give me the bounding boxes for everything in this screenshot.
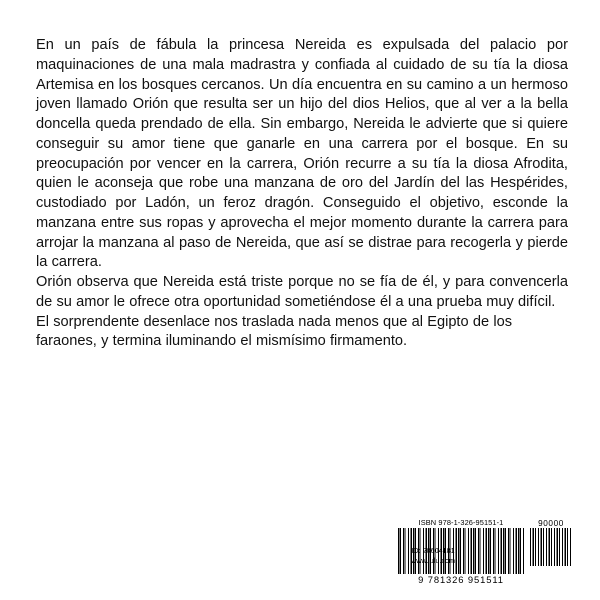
- blurb-paragraph-1: En un país de fábula la princesa Nereida es expulsada del palacio por maquinaciones de una mala madrastra y confiada al cuidado de su tía la diosa Artemisa en los bosques cercanos. Un día encuentra en su camino a un hermoso joven llamado Orión que resulta ser un hijo del dios Helios, que al ver a la bella doncella queda prendado de ella. Sin embargo, Nereida le advierte que si quiere conseguir su amor tiene que ganarle en una carrera por el bosque. En su preocupación por vencer en la carrera, Orión recurre a su tía la diosa Afrodita, quien le aconseja que robe una manzana de oro del Jardín del las Hespérides, custodiado por Ladón, un feroz dragón. Conseguido el objetivo, esconde la manzana entre sus ropas y aprovecha el mejor momento durante la carrera para arrojar la manzana al paso de Nereida, que así se distrae para recogerla y pierde la carrera.: [36, 37, 568, 271]
- ean5-addon-barcode-icon: [530, 528, 572, 566]
- blurb-paragraph-3: El sorprendente desenlace nos traslada nada menos que al Egipto de los faraones, y termina iluminando el mismísimo firmamento.: [36, 313, 513, 350]
- publisher-info: [398, 546, 468, 567]
- publisher-id-label: ID: 20604181: [411, 546, 455, 555]
- isbn-label: ISBN 978-1-326-95151-1: [418, 518, 504, 527]
- ean13-digits: 9 781326 951511: [418, 574, 504, 585]
- blurb-text-block: [36, 36, 568, 352]
- publisher-site-label: www.lulu.com: [411, 556, 455, 566]
- blurb-paragraph-2: Orión observa que Nereida está triste porque no se fía de él, y para convencerla de su amor le ofrece otra oportunidad sometiéndose él a una prueba muy difícil.: [36, 274, 568, 310]
- barcode-addon-digits: 90000: [538, 519, 564, 528]
